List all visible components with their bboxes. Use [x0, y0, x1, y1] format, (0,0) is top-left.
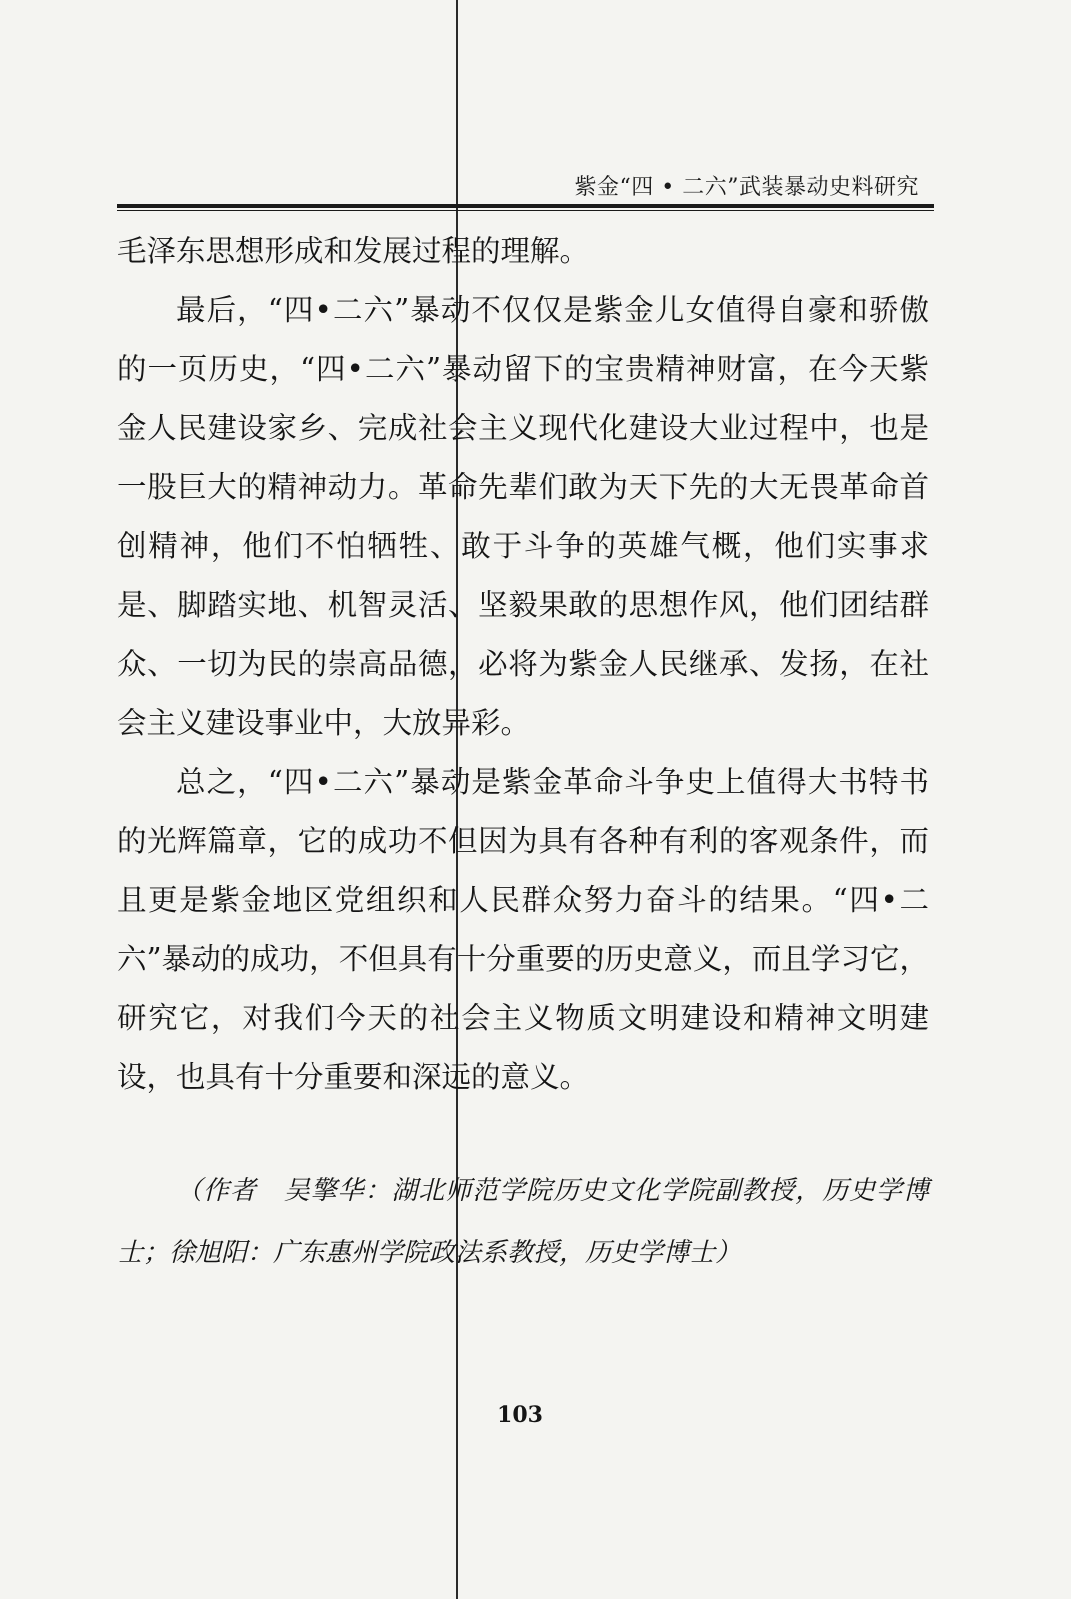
- paragraph-continuation: 毛泽东思想形成和发展过程的理解。: [117, 234, 590, 268]
- author-note: （作者 吴擎华：湖北师范学院历史文化学院副教授，历史学博士；徐旭阳：广东惠州学院政法系教授，历史学博士）: [117, 1176, 929, 1268]
- header-rule-thick: [117, 204, 934, 208]
- paragraph-conclusion: 总之，“四•二六”暴动是紫金革命斗争史上值得大书特书的光辉篇章，它的成功不但因为具有各种有利的客观条件，而且更是紫金地区党组织和人民群众努力奋斗的结果。“四•二六”暴动的成功，不但具有十分重要的历史意义，而且学习它，研究它，对我们今天的社会主义物质文明建设和精神文明建设，也具有十分重要和深远的意义。: [117, 765, 929, 1094]
- body-text: [117, 222, 929, 1107]
- running-header: 紫金“四 • 二六”武装暴动史料研究: [574, 175, 919, 200]
- page-number: 103: [497, 1402, 543, 1428]
- paragraph-finally: 最后，“四•二六”暴动不仅仅是紫金儿女值得自豪和骄傲的一页历史，“四•二六”暴动留下的宝贵精神财富，在今天紫金人民建设家乡、完成社会主义现代化建设大业过程中，也是一股巨大的精神动力。革命先辈们敢为天下先的大无畏革命首创精神，他们不怕牺牲、敢于斗争的英雄气概，他们实事求是、脚踏实地、机智灵活、坚毅果敢的思想作风，他们团结群众、一切为民的崇高品德，必将为紫金人民继承、发扬，在社会主义建设事业中，大放异彩。: [117, 293, 929, 740]
- header-rule-thin: [117, 210, 934, 211]
